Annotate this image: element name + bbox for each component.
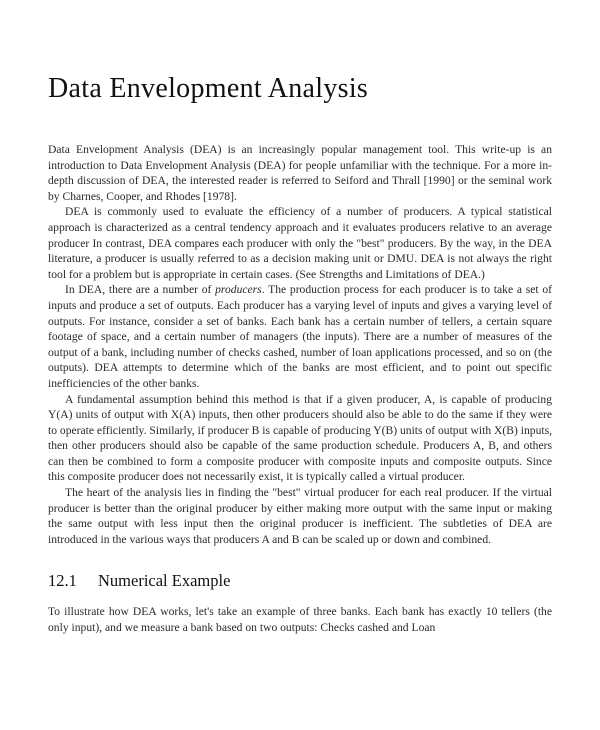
section-body <box>48 604 552 635</box>
paragraph-producers <box>48 282 552 391</box>
section-number: 12.1 <box>48 571 77 591</box>
producers-emphasis: producers <box>215 283 262 297</box>
document-title: Data Envelopment Analysis <box>48 73 369 104</box>
section-title: Numerical Example <box>98 571 231 591</box>
section-heading <box>48 571 552 591</box>
paragraph-assumption: A fundamental assumption behind this method is that if a given producer, A, is capable of producing Y(A) units of output with X(A) inputs, then other producers should also be able to do the same if they were to operate efficiently. Similarly, if producer B is capable of producing Y(B) units of output with X(B) inputs, then other producers should also be capable of the same production schedule. Producers A, B, and others can then be combined to form a composite producer with composite inputs and composite outputs. Since this composite producer does not necessarily exist, it is typically called a virtual producer. <box>48 392 553 484</box>
paragraph-producers-lead: In DEA, there are a number of <box>65 283 216 297</box>
paragraph-virtual-producer: The heart of the analysis lies in finding the "best" virtual producer for each real producer. If the virtual producer is better than the original producer by either making more output with the same input or making the same output with less input then the original producer is inefficient. The subtleties of DEA are introduced in the various ways that producers A and B can be scaled up or down and combined. <box>48 486 552 546</box>
paragraph-intro: Data Envelopment Analysis (DEA) is an increasingly popular management tool. This write-up is an introduction to Data Envelopment Analysis (DEA) for people unfamiliar with the technique. For a more in-depth discussion of DEA, the interested reader is referred to Seiford and Thrall [1990] or the seminal work by Charnes, Cooper, and Rhodes [1978]. <box>48 143 552 203</box>
document-body <box>48 142 552 547</box>
paragraph-efficiency: DEA is commonly used to evaluate the efficiency of a number of producers. A typical statistical approach is characterized as a central tendency approach and it evaluates producers relative to an average producer In contrast, DEA compares each producer with only the "best" producers. By the way, in the DEA literature, a producer is usually referred to as a decision making unit or DMU. DEA is not always the right tool for a problem but is appropriate in certain cases. (See Strengths and Limitations of DEA.) <box>48 205 552 281</box>
paragraph-producers-rest: . The production process for each producer is to take a set of inputs and produce a set of outputs. Each producer has a varying level of inputs and gives a varying level of outputs. For instance, consider a set of banks. Each bank has a certain number of tellers, a certain square footage of space, and a certain number of managers (the inputs). There are a number of measures of the output of a bank, including number of checks cashed, number of loan applications processed, and so on (the outputs). DEA attempts to determine which of the banks are most efficient, and to point out specific inefficiencies of the other banks. <box>48 283 552 390</box>
document-page <box>48 72 552 636</box>
paragraph-numerical-example: To illustrate how DEA works, let's take an example of three banks. Each bank has exactly 10 tellers (the only input), and we measure a bank based on two outputs: Checks cashed and Loan <box>48 605 552 635</box>
